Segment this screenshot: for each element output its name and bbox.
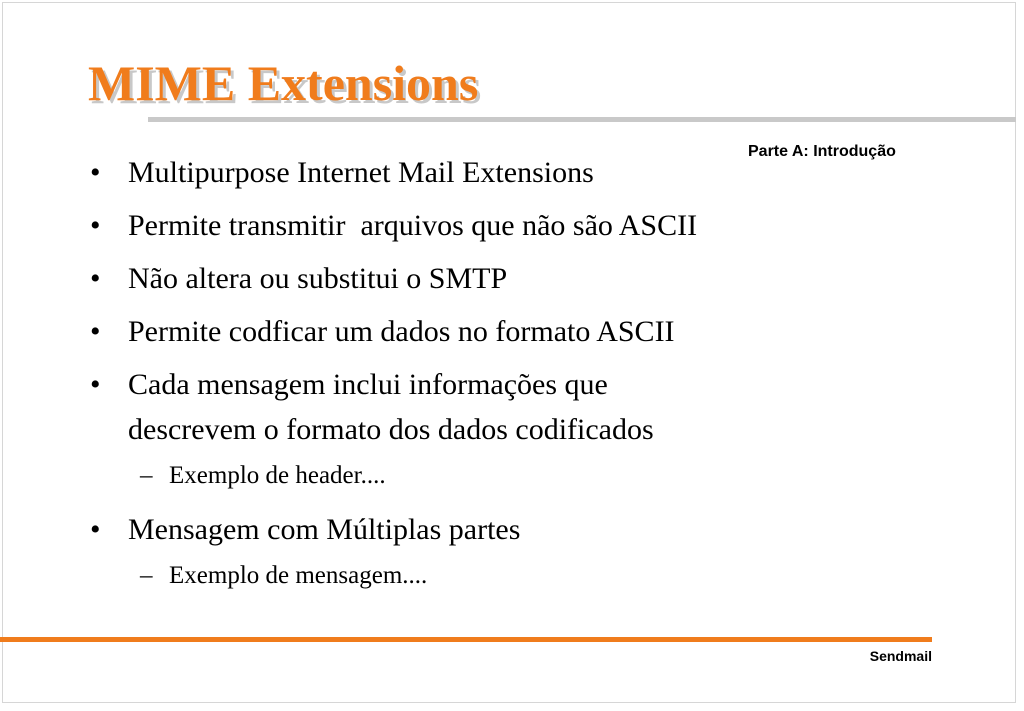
bullet-text: Não altera ou substitui o SMTP: [128, 262, 508, 295]
bullet-text-line2: descrevem o formato dos dados codificados: [128, 413, 654, 446]
bullet-text: Permite codficar um dados no formato ASCII: [128, 315, 675, 348]
bullet-item: [90, 362, 850, 452]
bullet-item: [90, 203, 850, 248]
bullet-item: [90, 309, 850, 354]
slide-title: MIME Extensions: [88, 55, 479, 111]
bullet-marker: •: [90, 262, 101, 295]
bullet-text: Permite transmitir arquivos que não são ASCII: [128, 209, 698, 242]
sub-bullet-item: [90, 458, 850, 494]
sub-bullet-item: [90, 558, 850, 594]
bullet-text-line1: Cada mensagem inclui informações que: [128, 368, 608, 401]
bullet-marker: •: [90, 513, 101, 546]
bullet-text: Multipurpose Internet Mail Extensions: [128, 156, 594, 189]
section-label: Parte A: Introdução: [748, 143, 896, 160]
bullet-text: Mensagem com Múltiplas partes: [128, 513, 521, 546]
sub-bullet-text: Exemplo de header....: [169, 462, 386, 489]
sub-bullet-marker: –: [140, 562, 153, 589]
footer-divider: [0, 637, 932, 642]
bullet-marker: •: [90, 368, 101, 401]
title-underline-divider: [148, 117, 1016, 122]
footer-label: Sendmail: [869, 648, 932, 664]
bullet-item: [90, 507, 850, 552]
sub-bullet-marker: –: [140, 462, 153, 489]
bullet-item: [90, 256, 850, 301]
bullet-item: [90, 150, 850, 195]
bullet-marker: •: [90, 315, 101, 348]
sub-bullet-text: Exemplo de mensagem....: [169, 562, 428, 589]
bullet-marker: •: [90, 209, 101, 242]
bullet-list: [90, 150, 850, 607]
bullet-marker: •: [90, 156, 101, 189]
